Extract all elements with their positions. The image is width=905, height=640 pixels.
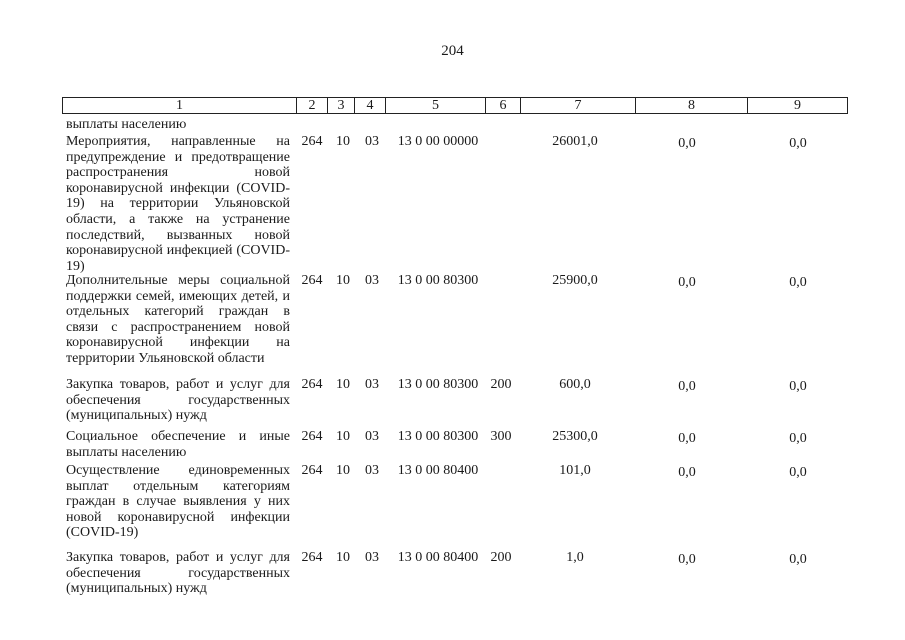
cell-col-9	[744, 273, 852, 289]
cell-col-3: 10	[336, 429, 350, 444]
cell-value: 0,0	[789, 136, 807, 151]
table-header-row	[62, 97, 848, 114]
cell-col-2: 264	[301, 273, 323, 288]
cell-col-6: 200	[490, 377, 512, 392]
cell-col-4: 03	[365, 377, 379, 392]
cell-value: 0,0	[678, 275, 696, 290]
header-col-4: 4	[355, 98, 386, 113]
row-description: Социальное обеспечение и иные выплаты населению	[66, 429, 290, 460]
cell-col-7: 101,0	[559, 463, 591, 478]
cell-col-8	[630, 463, 744, 479]
row-description: Мероприятия, направленные на предупреждение и предотвращение распространения новой коронавирусной инфекции (COVID-19) на территории Ульяновской области, а также на устранение последствий, вызванных новой коронавирусной инфекцией (COVID-19)	[66, 134, 290, 274]
cell-col-5: 13 0 00 80400	[397, 550, 479, 565]
cell-col-2: 264	[301, 429, 323, 444]
cell-col-8	[630, 377, 744, 393]
cell-col-7: 25900,0	[552, 273, 598, 288]
cell-col-9	[744, 377, 852, 393]
header-col-8: 8	[636, 98, 748, 113]
cell-col-7: 25300,0	[552, 429, 598, 444]
header-col-9: 9	[794, 98, 801, 113]
cell-col-4: 03	[365, 550, 379, 565]
cell-value: 0,0	[789, 275, 807, 290]
cell-col-5: 13 0 00 80300	[397, 273, 479, 288]
cell-value: 0,0	[789, 552, 807, 567]
cell-col-9	[744, 134, 852, 150]
header-col-7: 7	[521, 98, 636, 113]
cell-col-5: 13 0 00 00000	[397, 134, 479, 149]
cell-value: 0,0	[789, 379, 807, 394]
cell-col-4: 03	[365, 273, 379, 288]
cell-col-8	[630, 134, 744, 150]
cell-col-3: 10	[336, 550, 350, 565]
cell-col-4: 03	[365, 429, 379, 444]
cell-value: 0,0	[678, 552, 696, 567]
cell-col-2: 264	[301, 463, 323, 478]
cell-col-5: 13 0 00 80300	[397, 429, 479, 444]
cell-col-7: 600,0	[559, 377, 591, 392]
cell-value: 0,0	[789, 431, 807, 446]
cell-col-2: 264	[301, 550, 323, 565]
cell-col-3: 10	[336, 273, 350, 288]
row-description: Закупка товаров, работ и услуг для обеспечения государственных (муниципальных) нужд	[66, 550, 290, 597]
header-col-2: 2	[297, 98, 328, 113]
cell-value: 0,0	[678, 136, 696, 151]
cell-col-9	[744, 429, 852, 445]
cell-col-6: 200	[490, 550, 512, 565]
cell-col-4: 03	[365, 134, 379, 149]
cell-value: 0,0	[789, 465, 807, 480]
cell-col-4: 03	[365, 463, 379, 478]
cell-value: 0,0	[678, 465, 696, 480]
cell-col-8	[630, 273, 744, 289]
cell-col-5: 13 0 00 80400	[397, 463, 479, 478]
cell-col-6: 300	[490, 429, 512, 444]
cell-col-3: 10	[336, 134, 350, 149]
header-col-1: 1	[63, 98, 297, 113]
header-col-6: 6	[486, 98, 521, 113]
header-col-3: 3	[328, 98, 355, 113]
cell-col-8	[630, 550, 744, 566]
cell-col-7: 26001,0	[552, 134, 598, 149]
cell-col-5: 13 0 00 80300	[397, 377, 479, 392]
row-description: Закупка товаров, работ и услуг для обеспечения государственных (муниципальных) нужд	[66, 377, 290, 424]
cell-col-3: 10	[336, 463, 350, 478]
cell-col-9	[744, 463, 852, 479]
continuation-text: выплаты населению	[66, 117, 187, 132]
cell-value: 0,0	[678, 379, 696, 394]
row-description: Дополнительные меры социальной поддержки семей, имеющих детей, и отдельных категорий граждан в связи с распространением новой коронавирусной инфекции на территории Ульяновской области	[66, 273, 290, 366]
cell-col-2: 264	[301, 377, 323, 392]
cell-col-7: 1,0	[566, 550, 584, 565]
cell-value: 0,0	[678, 431, 696, 446]
cell-col-2: 264	[301, 134, 323, 149]
header-col-5: 5	[386, 98, 486, 113]
cell-col-8	[630, 429, 744, 445]
row-description: Осуществление единовременных выплат отдельным категориям граждан в случае выявления у них новой коронавирусной инфекции (COVID-19)	[66, 463, 290, 541]
cell-col-3: 10	[336, 377, 350, 392]
cell-col-9	[744, 550, 852, 566]
page-number: 204	[441, 43, 464, 59]
